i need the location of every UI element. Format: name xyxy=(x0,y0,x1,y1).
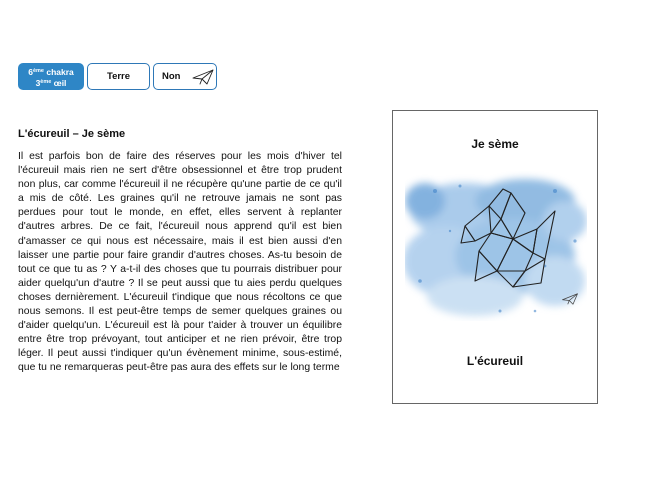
tag-bar xyxy=(18,63,217,90)
paper-plane-icon xyxy=(561,292,579,310)
element-label: Terre xyxy=(106,71,131,82)
card-title: Je sème xyxy=(471,137,519,151)
answer-label: Non xyxy=(162,71,181,82)
oracle-card[interactable] xyxy=(392,110,598,404)
article-body: Il est parfois bon de faire des réserves pour les mois d'hiver tel l'écureuil mais rien ne sert d'être obsessionnel et être trop prudent non plus, car comme l'écureuil il ne récupère qu'une partie de ce qu'il a mis de côté. Les graines qu'il ne retrouve jamais ne sont pas perdues pour tout le monde, en effet, elles servent à replanter d'autres arbres. De ce fait, l'écureuil nous apprend qu'il est bien d'amasser ce qui nous est nécessaire, mais il est bien aussi d'en laisser une partie pour faire grandir d'autres choses. As-tu besoin de tout ce que tu as ? Y a-t-il des choses que tu pourrais distribuer pour aider quelqu'un d'autre ? Il se peut aussi que tu aies perdu quelques choses dernièrement. L'écureuil t'indique que nous récoltons ce que nous semons. Il est peut-être temps de semer quelques graines ou d'aider quelqu'un. L'écureuil est là pour t'aider à trouver un équilibre entre être trop prévoyant, tout anticiper et ne rien prévoir, être trop léger. Il peut aussi t'indiquer qu'un évènement minime, sous-estimé, que tu ne remarqueras peut-être pas aura des effets sur le long terme xyxy=(18,151,342,374)
chakra-tag[interactable] xyxy=(18,63,84,90)
element-tag[interactable] xyxy=(87,63,150,90)
article-title: L'écureuil – Je sème xyxy=(18,128,126,140)
answer-tag[interactable] xyxy=(153,63,217,90)
chakra-line-1: 6ème chakra xyxy=(28,66,74,77)
chakra-line-2: 3ème œil xyxy=(35,77,67,88)
card-name: L'écureuil xyxy=(466,354,524,368)
paper-plane-icon xyxy=(192,69,214,85)
origami-squirrel-icon xyxy=(405,171,587,321)
